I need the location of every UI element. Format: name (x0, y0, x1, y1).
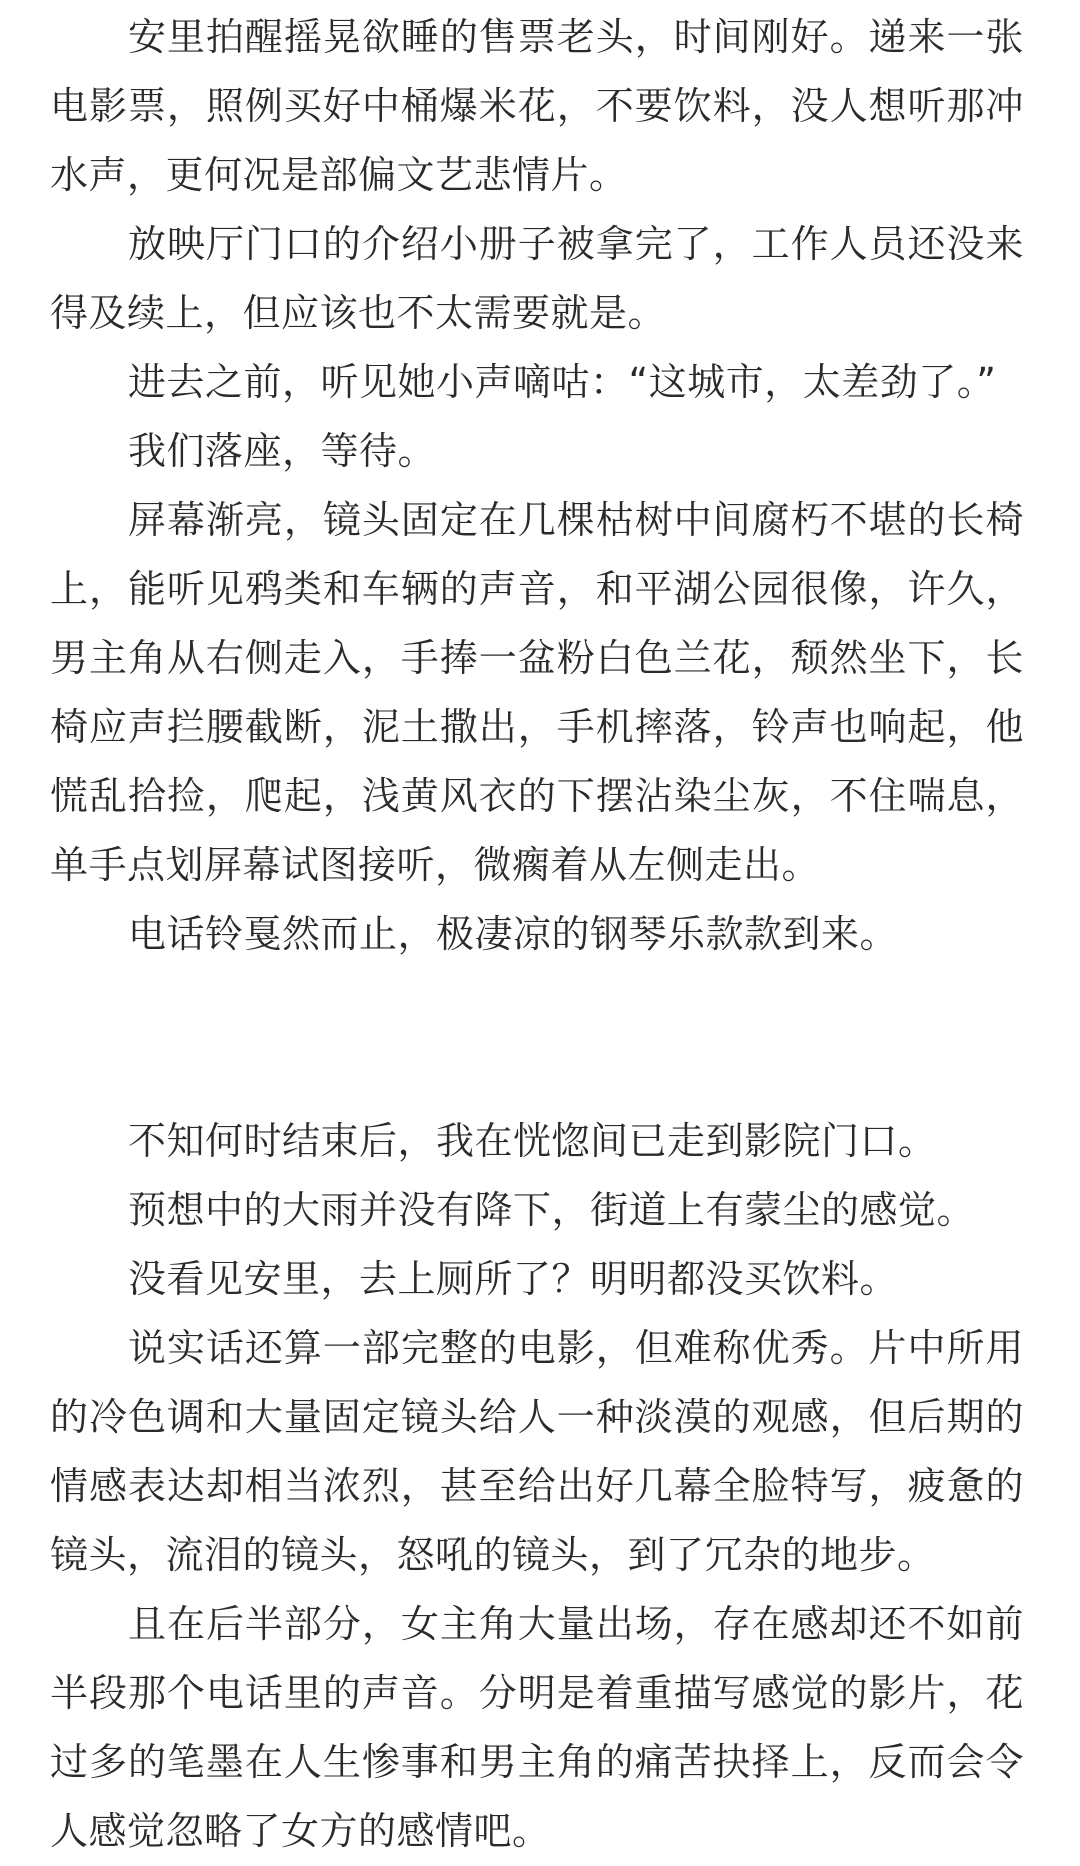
paragraph: 进去之前，听见她小声嘀咕：“这城市，太差劲了。” (128, 360, 997, 404)
paragraph: 安里拍醒摇晃欲睡的售票老头，时间刚好。递来一张电影票，照例买好中桶爆米花，不要饮料，没人想听那冲水声，更何况是部偏文艺悲情片。 (50, 15, 1024, 197)
paragraph: 放映厅门口的介绍小册子被拿完了，工作人员还没来得及续上，但应该也不太需要就是。 (50, 222, 1024, 335)
paragraph: 且在后半部分，女主角大量出场，存在感却还不如前半段那个电话里的声音。分明是着重描写感觉的影片，花过多的笔墨在人生惨事和男主角的痛苦抉择上，反而会令人感觉忽略了女方的感情吧。 (50, 1602, 1024, 1853)
section-break (50, 969, 1024, 1107)
paragraph: 我们落座，等待。 (128, 429, 437, 473)
paragraph: 屏幕渐亮，镜头固定在几棵枯树中间腐朽不堪的长椅上，能听见鸦类和车辆的声音，和平湖公园很像，许久，男主角从右侧走入，手捧一盆粉白色兰花，颓然坐下，长椅应声拦腰截断，泥土撒出，手机摔落，铃声也响起，他慌乱拾捡，爬起，浅黄风衣的下摆沾染尘灰，不住喘息，单手点划屏幕试图接听，微瘸着从左侧走出。 (50, 498, 1024, 887)
article-section-1 (50, 0, 1024, 969)
paragraph: 说实话还算一部完整的电影，但难称优秀。片中所用的冷色调和大量固定镜头给人一种淡漠的观感，但后期的情感表达却相当浓烈，甚至给出好几幕全脸特写，疲惫的镜头，流泪的镜头，怒吼的镜头，到了冗杂的地步。 (50, 1326, 1024, 1577)
paragraph: 电话铃戛然而止，极凄凉的钢琴乐款款到来。 (128, 912, 899, 956)
paragraph: 不知何时结束后，我在恍惚间已走到影院门口。 (128, 1119, 937, 1163)
paragraph: 没看见安里，去上厕所了？明明都没买饮料。 (128, 1257, 899, 1301)
article-section-2 (50, 1107, 1024, 1866)
paragraph: 预想中的大雨并没有降下，街道上有蒙尘的感觉。 (128, 1188, 976, 1232)
